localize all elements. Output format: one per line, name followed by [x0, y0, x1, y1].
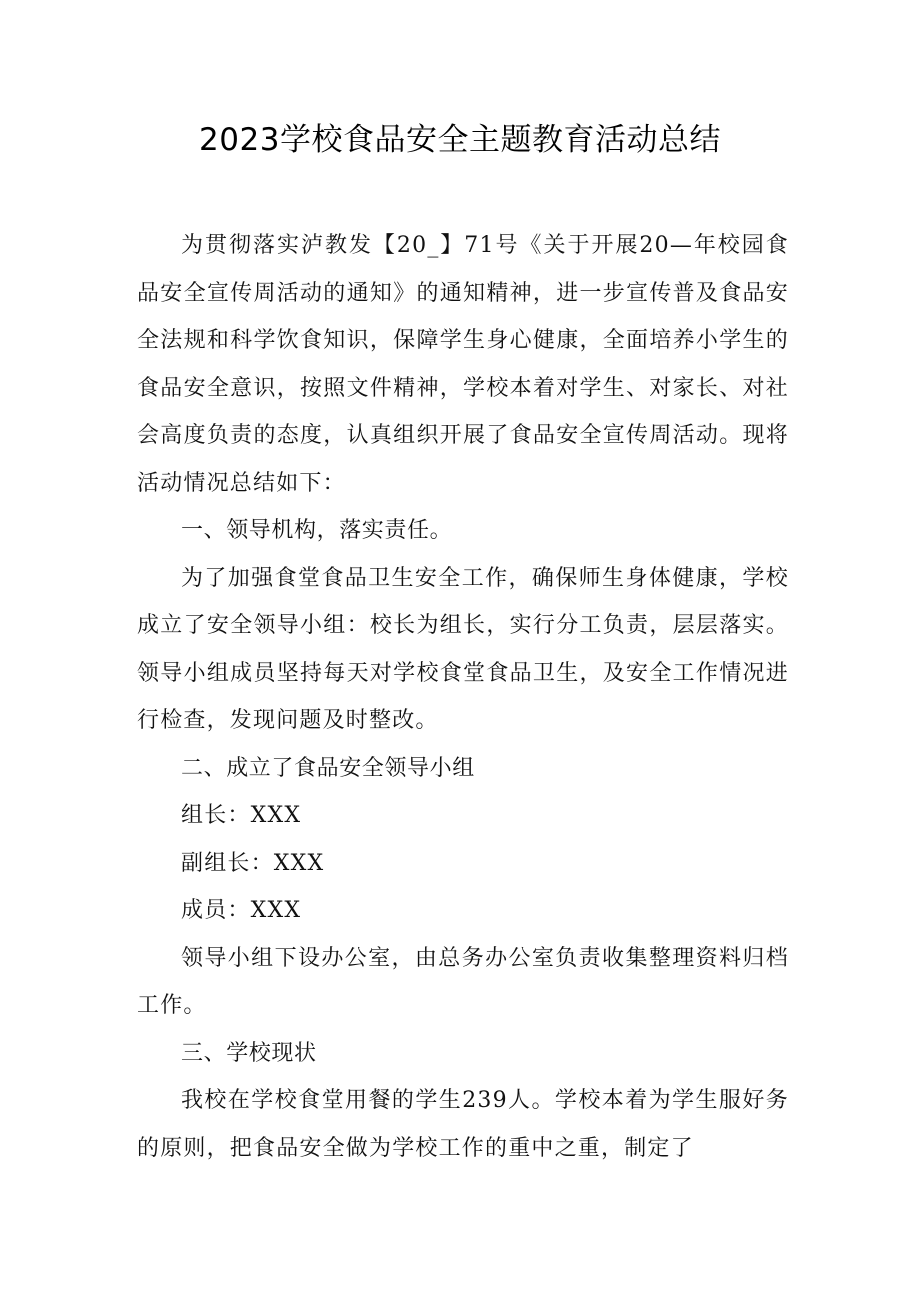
section-3-paragraph: 我校在学校食堂用餐的学生239人。学校本着为学生服好务的原则，把食品安全做为学校工作的重中之重，制定了: [137, 1088, 789, 1161]
document-body: [137, 222, 789, 1172]
members-line: 成员：XXX: [181, 898, 302, 923]
document-title: 2023学校食品安全主题教育活动总结: [199, 122, 721, 158]
deputy-leader-line: 副组长：XXX: [181, 850, 325, 876]
leader-line: 组长：XXX: [181, 803, 302, 828]
intro-paragraph: 为贯彻落实泸教发【20_】71号《关于开展20—年校园食品安全宣传周活动的通知》的通知精神，进一步宣传普及食品安全法规和科学饮食知识，保障学生身心健康，全面培养小学生的食品安全意识，按照文件精神，学校本着对学生、对家长、对社会高度负责的态度，认真组织开展了食品安全宣传周活动。现将活动情况总结如下：: [137, 233, 789, 496]
section-2-paragraph: 领导小组下设办公室，由总务办公室负责收集整理资料归档工作。: [137, 945, 789, 1018]
section-3-heading: 三、学校现状: [181, 1040, 317, 1066]
section-2-heading: 二、成立了食品安全领导小组: [181, 755, 475, 781]
section-1-heading: 一、领导机构，落实责任。: [181, 518, 453, 543]
section-1-paragraph: 为了加强食堂食品卫生安全工作，确保师生身体健康，学校成立了安全领导小组：校长为组长，实行分工负责，层层落实。领导小组成员坚持每天对学校食堂食品卫生，及安全工作情况进行检查，发现问题及时整改。: [137, 565, 789, 733]
